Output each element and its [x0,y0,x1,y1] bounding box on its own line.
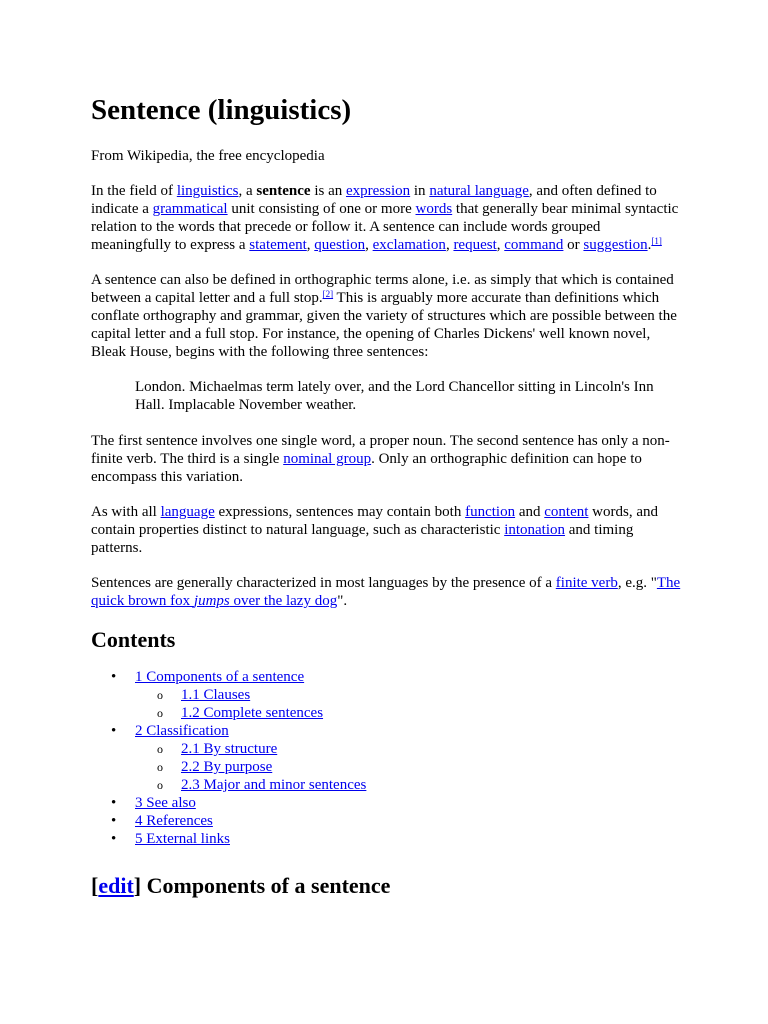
link-command[interactable]: command [504,237,564,253]
bullet-icon: • [111,813,117,829]
link-nominal-group[interactable]: nominal group [283,451,372,467]
link-statement[interactable]: statement [249,237,307,253]
text: is an [310,183,346,199]
toc-link-classification[interactable]: 2 Classification [135,723,229,739]
link-function[interactable]: function [465,504,516,520]
circle-bullet-icon: o [157,706,163,720]
link-linguistics[interactable]: linguistics [176,183,239,199]
toc-link-components[interactable]: 1 Components of a sentence [135,669,305,685]
toc-link-clauses[interactable]: 1.1 Clauses [181,687,251,703]
text: As with all [91,504,161,520]
toc-link-external-links[interactable]: 5 External links [135,831,230,847]
toc-item [91,830,681,848]
bullet-icon: • [111,831,117,847]
toc-link-major-minor[interactable]: 2.3 Major and minor sentences [181,777,367,793]
reference-link-1[interactable]: [1] [651,236,662,246]
toc-subitem [135,704,681,722]
section-title: Components of a sentence [141,873,391,898]
circle-bullet-icon: o [157,778,163,792]
bracket: [ [91,873,99,898]
bullet-icon: • [111,723,117,739]
link-content[interactable]: content [544,504,589,520]
text: unit consisting of one or more [227,201,416,217]
text: ". [337,593,348,609]
text: and timing patterns. [91,522,634,556]
text: , a [238,183,257,199]
link-words[interactable]: words [415,201,453,217]
link-natural-language[interactable]: natural language [429,183,529,199]
site-subtitle: From Wikipedia, the free encyclopedia [91,148,325,164]
circle-bullet-icon: o [157,742,163,756]
text: A sentence can also be defined in orthographic terms alone, i.e. as simply that which is contained between a capital letter and a full stop. [91,272,674,306]
edit-link[interactable]: edit [98,873,134,898]
link-intonation[interactable]: intonation [504,522,566,538]
toc-item [91,794,681,812]
link-text-italic: jumps [193,593,230,609]
link-expression[interactable]: expression [345,183,411,199]
text: The first sentence involves one single word, a proper noun. The second sentence has only a non-finite verb. The third is a single [91,433,670,467]
circle-bullet-icon: o [157,760,163,774]
text: This is arguably more accurate than definitions which conflate orthography and grammar, given the variety of structures which are possible between the capital letter and a full stop. For instance, the opening of Charles Dickens' well known novel, Bleak House, begins with the following three sentences: [91,290,677,360]
toc-subitem [135,758,681,776]
link-finite-verb[interactable]: finite verb [555,575,618,591]
text: that generally bear minimal syntactic relation to the words that precede or follow it. A sentence can include words grouped meaningfully to express a [91,201,679,253]
link-question[interactable]: question [314,237,366,253]
reference-link-2[interactable]: [2] [322,289,334,299]
toc-item [91,812,681,830]
toc-link-complete-sentences[interactable]: 1.2 Complete sentences [181,705,324,721]
link-language[interactable]: language [160,504,215,520]
text: , e.g. " [617,575,657,591]
circle-bullet-icon: o [157,688,163,702]
text: , [496,237,505,253]
toc-sublist [135,740,681,794]
bold-term-sentence: sentence [256,183,311,199]
page-title: Sentence (linguistics) [91,94,352,126]
text: in [410,183,430,199]
article-content [91,92,681,899]
toc-subitem [135,740,681,758]
table-of-contents [91,668,681,848]
toc-link-by-structure[interactable]: 2.1 By structure [181,741,278,757]
link-text: over the lazy dog [229,593,338,609]
toc-link-see-also[interactable]: 3 See also [135,795,196,811]
bullet-icon: • [111,795,117,811]
toc-sublist [135,686,681,722]
toc-item [91,668,681,722]
text: , [365,237,373,253]
text: . [647,237,652,253]
bullet-icon: • [111,669,117,685]
toc-subitem [135,686,681,704]
language-paragraph [91,503,681,557]
text: , [306,237,315,253]
text: expressions, sentences may contain both [214,504,466,520]
orthographic-paragraph [91,271,681,361]
text: . Only an orthographic definition can hope to encompass this variation. [91,451,642,485]
link-grammatical[interactable]: grammatical [152,201,228,217]
toc-item [91,722,681,794]
section-heading-components [91,873,681,899]
toc-subitem [135,776,681,794]
link-text: The quick brown fox [91,575,681,609]
text: Sentences are generally characterized in most languages by the presence of a [91,575,556,591]
link-suggestion[interactable]: suggestion [583,237,648,253]
bracket: ] [133,873,142,898]
finite-verb-paragraph [91,574,681,610]
reference-1 [651,236,662,246]
text: or [563,237,584,253]
link-request[interactable]: request [453,237,497,253]
link-exclamation[interactable]: exclamation [372,237,446,253]
text: , [445,237,454,253]
text: and [515,504,545,520]
reference-2 [323,289,334,299]
toc-link-by-purpose[interactable]: 2.2 By purpose [181,759,273,775]
text: words, and contain properties distinct to natural language, such as characteristic [91,504,658,538]
variation-paragraph [91,432,681,486]
text: , and often defined to indicate a [91,183,657,217]
toc-link-references[interactable]: 4 References [135,813,213,829]
text: In the field of [91,183,177,199]
contents-heading: Contents [91,627,176,652]
bleak-house-quote: London. Michaelmas term lately over, and the Lord Chancellor sitting in Lincoln's Inn Hall. Implacable November weather. [135,379,654,413]
intro-paragraph [91,182,681,254]
